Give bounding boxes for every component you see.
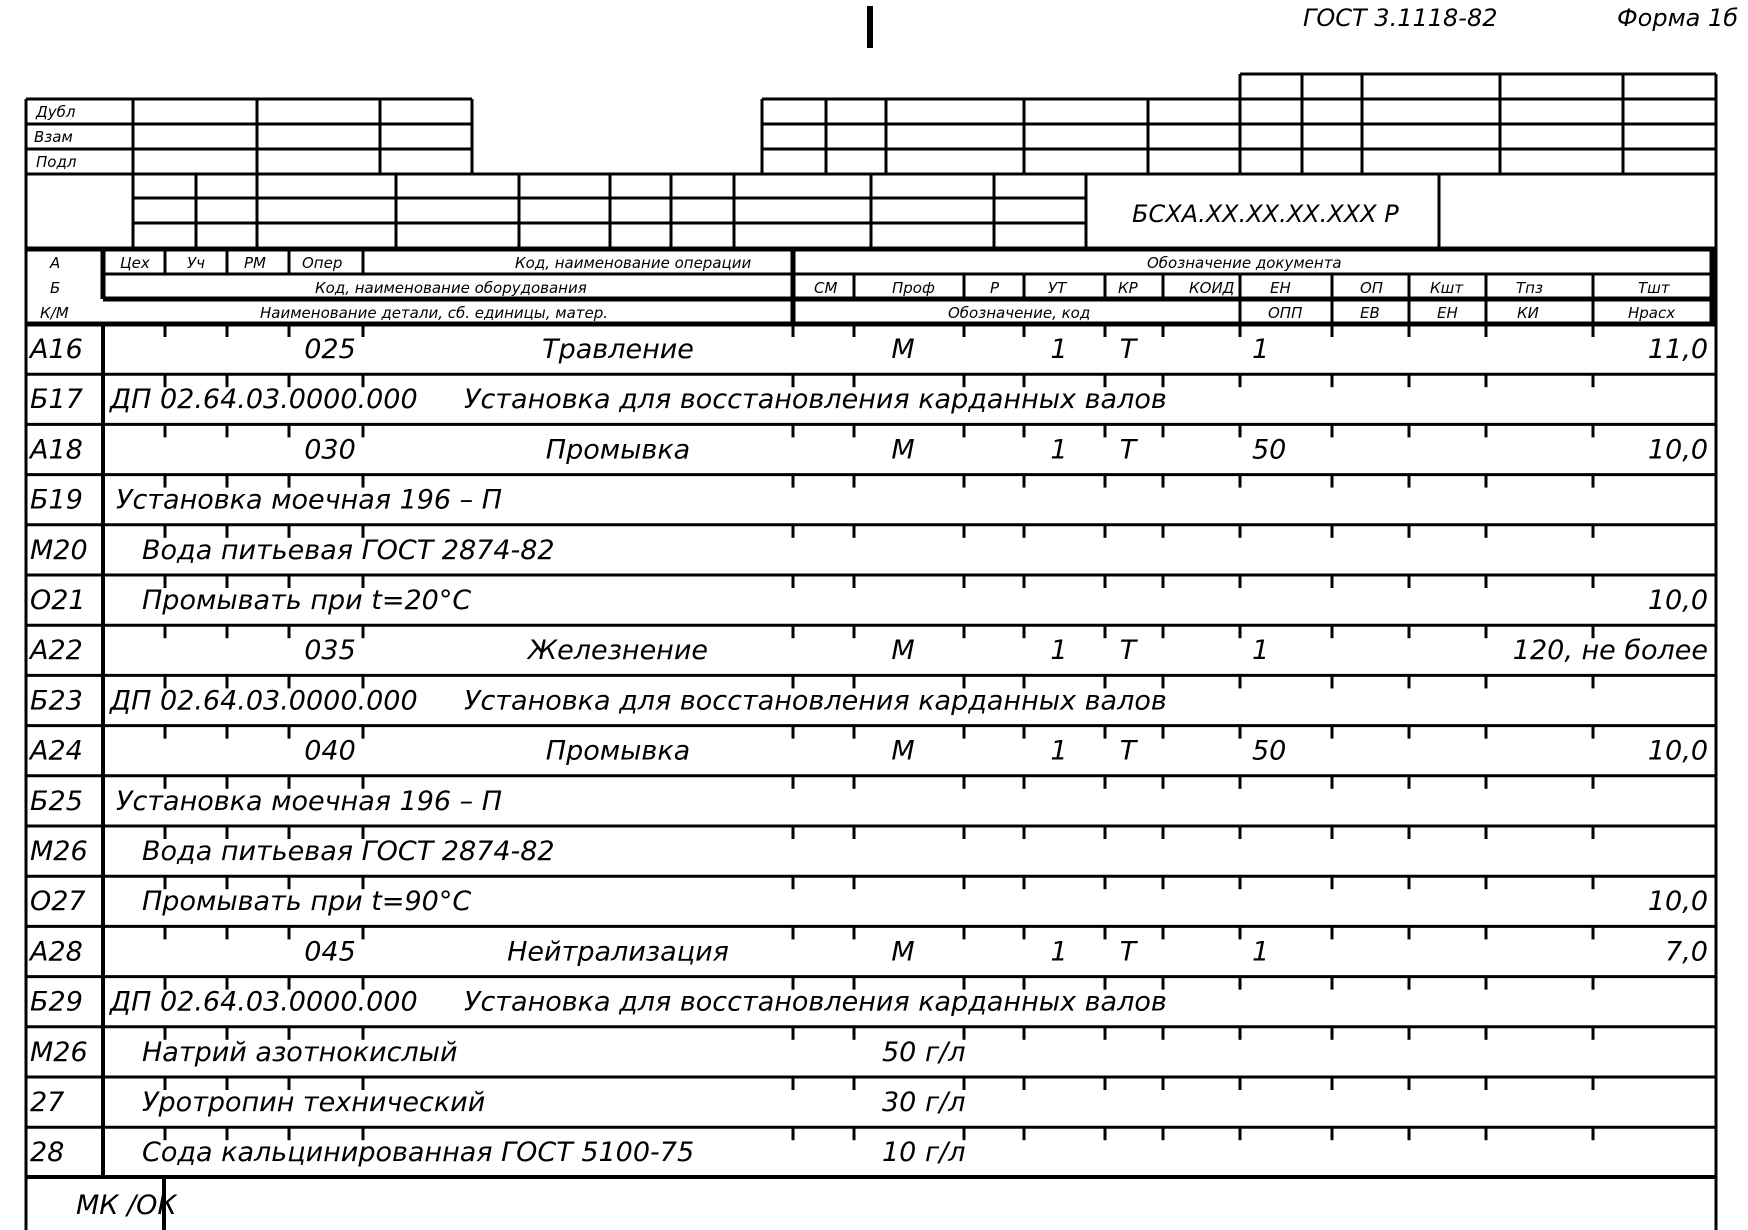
header-part-name: Наименование детали, сб. единицы, матер. bbox=[260, 304, 609, 322]
row-operation-number: 030 bbox=[304, 434, 356, 466]
row-text: Натрий азотнокислый bbox=[142, 1036, 458, 1068]
form-label: Форма 1б bbox=[1617, 4, 1739, 32]
row-label: О21 bbox=[30, 585, 86, 616]
row-label: А18 bbox=[30, 434, 83, 466]
row-text: Установка моечная 196 – П bbox=[116, 785, 503, 817]
row-tsht: 10,0 bbox=[1647, 735, 1708, 767]
row-operation-name: Травление bbox=[542, 334, 694, 365]
footer-lines bbox=[26, 1177, 1716, 1230]
row-text: Уротропин технический bbox=[142, 1087, 486, 1118]
row-text: Промывать при t=90°С bbox=[142, 886, 472, 918]
route-card-body bbox=[26, 324, 1716, 1177]
row-operation-number: 040 bbox=[304, 735, 356, 767]
row-label: М26 bbox=[30, 836, 88, 867]
header-nrash: Нрасх bbox=[1628, 304, 1676, 322]
header-prof: Проф bbox=[892, 279, 935, 297]
row-tsht: 10,0 bbox=[1647, 585, 1708, 616]
row-text: Вода питьевая ГОСТ 2874-82 bbox=[142, 534, 555, 566]
row-quantity: 50 г/л bbox=[882, 1036, 966, 1068]
document-code: БСХА.XX.XX.XX.XXX Р bbox=[1132, 200, 1399, 228]
row-ut: Т bbox=[1119, 635, 1137, 667]
row-sm: М bbox=[891, 735, 915, 767]
row-operation-name: Промывка bbox=[545, 735, 691, 767]
row-label: О27 bbox=[30, 886, 86, 918]
header-ki: КИ bbox=[1517, 304, 1539, 322]
row-operation-number: 025 bbox=[304, 334, 356, 365]
row-ut: Т bbox=[1119, 434, 1137, 466]
row-tsht: 10,0 bbox=[1647, 886, 1708, 918]
row-label: М26 bbox=[30, 1036, 88, 1068]
header-ut: УТ bbox=[1048, 279, 1067, 297]
row-ut: Т bbox=[1119, 735, 1137, 767]
row-label: А22 bbox=[30, 635, 83, 667]
header-oper: Опер bbox=[302, 254, 343, 272]
row-text: Сода кальцинированная ГОСТ 5100-75 bbox=[142, 1137, 695, 1169]
row-tsht: 7,0 bbox=[1665, 936, 1708, 968]
header-ev: ЕВ bbox=[1360, 304, 1380, 322]
row-operation-name: Нейтрализация bbox=[507, 936, 729, 968]
row-label: Б29 bbox=[30, 986, 83, 1018]
standard-label: ГОСТ 3.1118-82 bbox=[1303, 4, 1498, 32]
header-r: Р bbox=[990, 279, 1000, 297]
header-prefix-b: Б bbox=[50, 279, 61, 297]
row-tsht: 120, не более bbox=[1512, 635, 1708, 667]
header-designation-code: Обозначение, код bbox=[948, 304, 1091, 322]
row-equipment-name: Установка для восстановления карданных валов bbox=[464, 384, 1167, 416]
row-equipment-code: ДП 02.64.03.0000.000 bbox=[110, 384, 418, 416]
row-ut: Т bbox=[1119, 334, 1137, 365]
row-tsht: 11,0 bbox=[1647, 334, 1708, 365]
row-sm: М bbox=[891, 936, 915, 968]
row-label: А24 bbox=[30, 735, 83, 767]
stamp-label-podl: Подл bbox=[36, 153, 77, 171]
header-kr: КР bbox=[1118, 279, 1138, 297]
header-op: ОП bbox=[1360, 279, 1384, 297]
header-rm: РМ bbox=[244, 254, 266, 272]
row-r: 1 bbox=[1050, 735, 1068, 767]
row-r: 1 bbox=[1050, 334, 1068, 365]
row-operation-name: Промывка bbox=[545, 434, 691, 466]
row-operation-number: 035 bbox=[304, 635, 356, 667]
header-tseh: Цех bbox=[120, 254, 150, 272]
row-en: 50 bbox=[1252, 434, 1287, 466]
stamp-label-vzam: Взам bbox=[34, 128, 73, 146]
row-quantity: 10 г/л bbox=[882, 1137, 966, 1169]
row-label: Б23 bbox=[30, 685, 83, 717]
row-label: А16 bbox=[30, 334, 83, 365]
row-label: А28 bbox=[30, 936, 83, 968]
row-r: 1 bbox=[1050, 635, 1068, 667]
row-sm: М bbox=[891, 434, 915, 466]
row-sm: М bbox=[891, 635, 915, 667]
row-equipment-code: ДП 02.64.03.0000.000 bbox=[110, 986, 418, 1018]
header-prefix-a: А bbox=[50, 254, 61, 272]
row-text: Установка моечная 196 – П bbox=[116, 484, 503, 516]
row-en: 1 bbox=[1252, 334, 1270, 365]
header-equipment: Код, наименование оборудования bbox=[315, 279, 587, 297]
row-label: Б19 bbox=[30, 484, 83, 516]
row-en: 1 bbox=[1252, 635, 1270, 667]
row-label: М20 bbox=[30, 534, 88, 566]
header-tsht: Тшт bbox=[1638, 279, 1670, 297]
row-operation-name: Железнение bbox=[528, 635, 708, 667]
row-label: 28 bbox=[30, 1137, 65, 1169]
row-label: Б25 bbox=[30, 785, 83, 817]
header-uch: Уч bbox=[187, 254, 206, 272]
row-r: 1 bbox=[1050, 936, 1068, 968]
header-sm: СМ bbox=[814, 279, 838, 297]
row-sm: М bbox=[891, 334, 915, 365]
header-en-km: ЕН bbox=[1437, 304, 1458, 322]
row-r: 1 bbox=[1050, 434, 1068, 466]
header-opp: ОПП bbox=[1268, 304, 1303, 322]
header-op-name: Код, наименование операции bbox=[515, 254, 752, 272]
header-tpz: Тпз bbox=[1516, 279, 1543, 297]
row-en: 1 bbox=[1252, 936, 1270, 968]
row-label: Б17 bbox=[30, 384, 83, 416]
row-equipment-name: Установка для восстановления карданных валов bbox=[464, 986, 1167, 1018]
row-text: Вода питьевая ГОСТ 2874-82 bbox=[142, 836, 555, 867]
row-quantity: 30 г/л bbox=[882, 1087, 966, 1118]
stamp-label-dubl: Дубл bbox=[36, 103, 76, 121]
header-ksht: Кшт bbox=[1430, 279, 1464, 297]
row-tsht: 10,0 bbox=[1647, 434, 1708, 466]
header-koid: КОИД bbox=[1189, 279, 1235, 297]
row-label: 27 bbox=[30, 1087, 65, 1118]
header-doc-designation: Обозначение документа bbox=[1147, 254, 1342, 272]
row-equipment-code: ДП 02.64.03.0000.000 bbox=[110, 685, 418, 717]
row-en: 50 bbox=[1252, 735, 1287, 767]
header-en: ЕН bbox=[1270, 279, 1291, 297]
row-equipment-name: Установка для восстановления карданных валов bbox=[464, 685, 1167, 717]
row-text: Промывать при t=20°С bbox=[142, 585, 472, 616]
header-prefix-km: К/М bbox=[40, 304, 69, 322]
footer-label: МК /ОК bbox=[76, 1190, 177, 1221]
row-ut: Т bbox=[1119, 936, 1137, 968]
row-operation-number: 045 bbox=[304, 936, 356, 968]
